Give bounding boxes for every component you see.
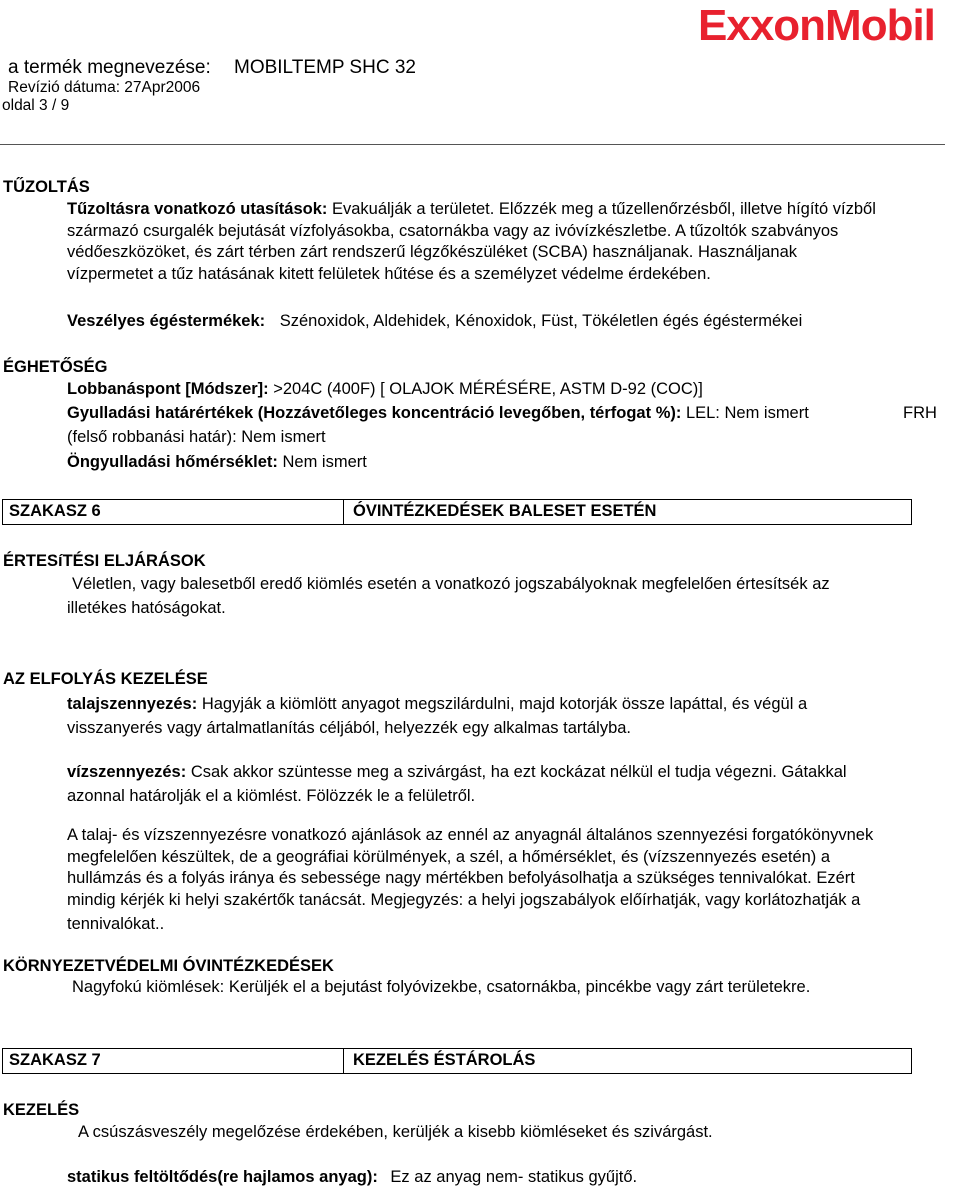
section7-title: KEZELÉS ÉSTÁROLÁS [353,1051,536,1069]
water-line2: azonnal határolják el a kiömlést. Fölözzék le a felületről. [67,787,476,805]
land-spill [67,692,807,740]
fire-instr-label: Tűzoltásra vonatkozó utasítások: [67,200,328,218]
fire-instr-line3: védőeszközöket, és zárt térben zárt rendszerű légzőkészüléket (SCBA) használjanak. Használjanak [67,243,798,261]
section6-header [2,499,912,525]
notification-line1: Véletlen, vagy balesetből eredő kiömlés esetén a vonatkozó jogszabályoknak megfelelően értesítsék az [72,575,830,593]
hazard-label: Veszélyes égéstermékek: [67,312,266,330]
fire-instr-line4: vízpermetet a tűz hatásának kitett felületek hűtése és a személyzet védelme érdekében. [67,264,711,283]
flammability-heading: ÉGHETŐSÉG [3,358,108,376]
section6-number: SZAKASZ 6 [9,502,101,520]
fire-instructions [67,199,876,285]
rec-line2: megfelelően készültek, de a geográfiai körülmények, a szél, a hőmérséklet, és (vízszennyezés esetén) a [67,847,831,866]
section7-header [2,1048,912,1074]
land-label: talajszennyezés: [67,695,198,713]
fire-instr-line2: származó csurgalék bejutását vízfolyásokba, csatornákba vagy az ivóvízkészletbe. A tűzoltók szabványos [67,221,839,240]
header-divider [0,144,945,145]
hazardous-products [67,312,802,331]
rec-line5: tennivalókat.. [67,915,165,933]
autoignition-label: Öngyulladási hőmérséklet: [67,453,278,471]
static-value: Ez az anyag nem- statikus gyűjtő. [390,1168,638,1186]
flammable-limits [67,404,809,423]
section6-title: ÓVINTÉZKEDÉSEK BALESET ESETÉN [353,502,657,520]
limits-value: LEL: Nem ismert [685,404,809,422]
fire-instr-line1: Evakuálják a területet. Előzzék meg a tűzellenőrzésből, illetve hígító vízből [331,200,876,218]
notification-text [67,572,830,620]
company-logo: ExxonMobil [698,1,935,50]
section7-number: SZAKASZ 7 [9,1051,101,1069]
page-number: oldal 3 / 9 [2,97,70,114]
notification-line2: illetékes hatóságokat. [67,599,226,617]
land-line1: Hagyják a kiömlött anyagot megszilárdulni, majd kotorják össze lapáttal, és végül a [201,695,808,713]
environment-line1: Nagyfokú kiömlések: Kerüljék el a bejutást folyóvizekbe, csatornákba, pincékbe vagy zárt területekre. [72,978,811,996]
rec-line3: hullámzás és a folyás iránya és sebessége nagy mértékben befolyásolhatja a szükséges tennivalókat. Ezért [67,869,855,887]
environment-heading: KÖRNYEZETVÉDELMI ÓVINTÉZKEDÉSEK [3,957,334,975]
rec-line1: A talaj- és vízszennyezésre vonatkozó ajánlások az ennél az anyagnál általános szennyezési forgatókönyvnek [67,826,874,844]
land-line2: visszanyerés vagy ártalmatlanítás céljából, helyezzék egy alkalmas tartályba. [67,719,632,737]
static-label: statikus feltöltődés(re hajlamos anyag): [67,1168,378,1186]
water-label: vízszennyezés: [67,763,187,781]
flash-label: Lobbanáspont [Módszer]: [67,380,269,398]
notification-heading: ÉRTESíTÉSI ELJÁRÁSOK [3,552,206,570]
water-spill [67,760,847,808]
autoignition [67,453,367,472]
product-label: a termék megnevezése: [8,57,211,78]
limits-label: Gyulladási határértékek (Hozzávetőleges koncentráció levegőben, térfogat %): [67,404,682,422]
handling-line1: A csúszásveszély megelőzése érdekében, kerüljék a kisebb kiömléseket és szivárgást. [78,1123,713,1141]
upper-limit: (felső robbanási határ): Nem ismert [67,428,326,446]
spill-recommendations [67,825,873,936]
water-line1: Csak akkor szüntesse meg a szivárgást, ha ezt kockázat nélkül el tudja végezni. Gátakkal [190,763,847,781]
static-accumulator [67,1168,637,1187]
flash-point [67,380,703,399]
rec-line4: mindig kérjék ki helyi szakértők tanácsát. Megjegyzés: a helyi jogszabályok előírhatják, vagy korlátozhatják a [67,890,861,909]
limits-tail: FRH [903,404,937,422]
autoignition-value: Nem ismert [282,453,367,471]
product-name: MOBILTEMP SHC 32 [234,57,416,78]
flash-value: >204C (400F) [ OLAJOK MÉRÉSÉRE, ASTM D-92 (COC)] [273,380,703,398]
product-title [8,57,416,79]
fire-heading: TŰZOLTÁS [3,178,90,196]
spill-heading: AZ ELFOLYÁS KEZELÉSE [3,670,208,688]
revision-date: Revízió dátuma: 27Apr2006 [8,79,201,96]
handling-heading: KEZELÉS [3,1101,80,1119]
hazard-value: Szénoxidok, Aldehidek, Kénoxidok, Füst, Tökéletlen égés égéstermékei [279,312,803,330]
